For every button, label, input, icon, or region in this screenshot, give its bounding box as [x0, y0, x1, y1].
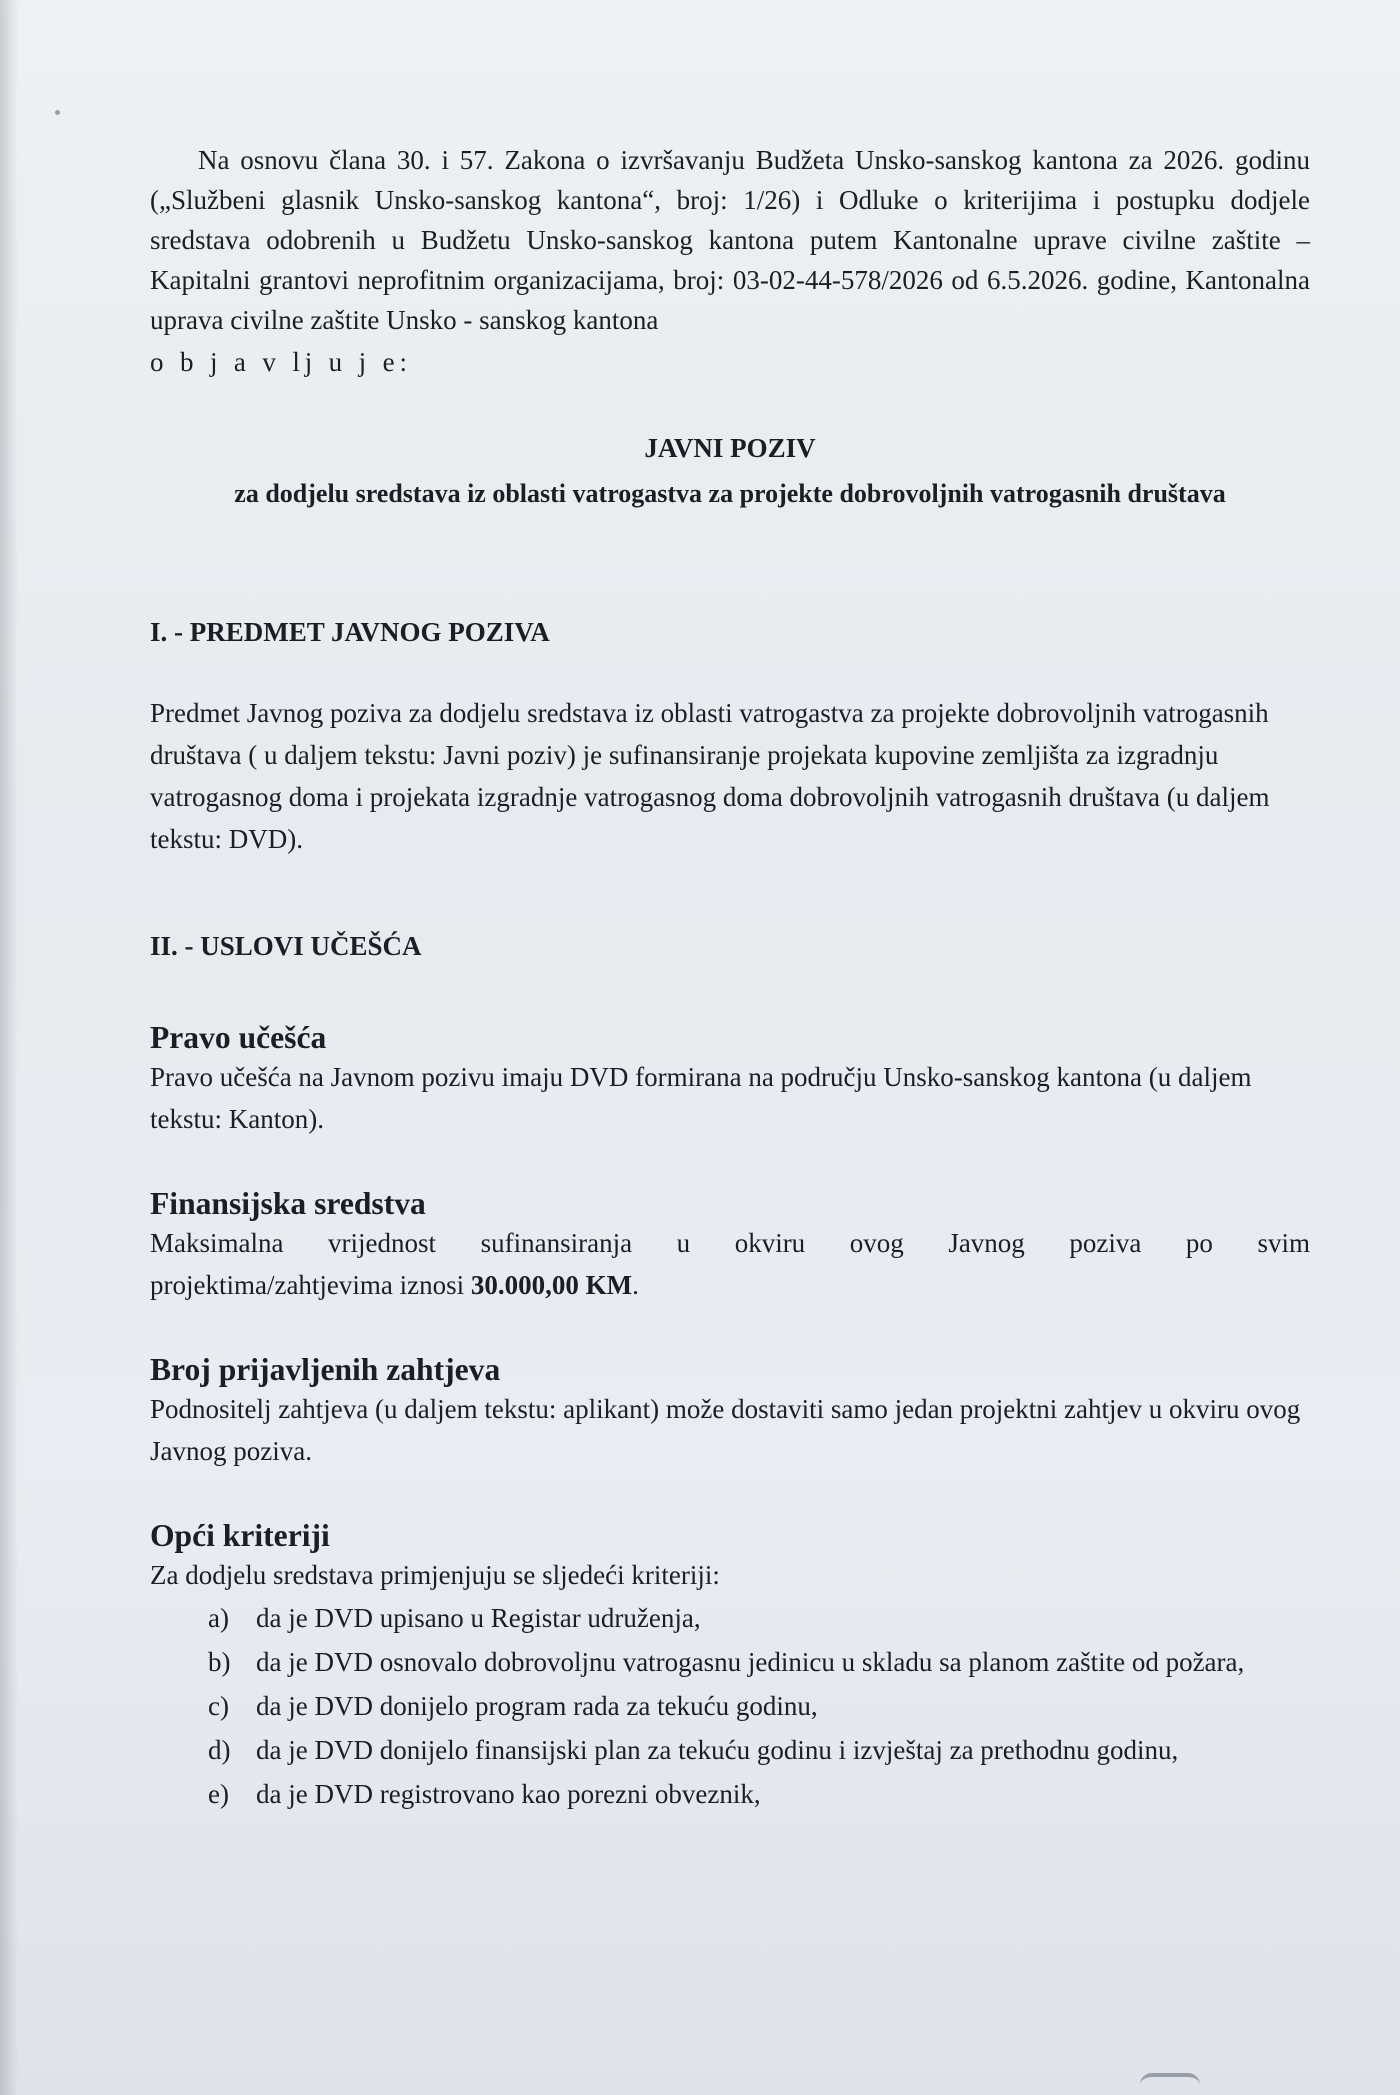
list-item-text: da je DVD registrovano kao porezni obveznik, [256, 1779, 761, 1809]
list-item [208, 1684, 1310, 1728]
list-item-text: da je DVD donijelo finansijski plan za tekuću godinu i izvještaj za prethodnu godinu, [256, 1735, 1179, 1765]
document-body [150, 140, 1310, 1816]
subheading-right-to-participate: Pravo učešća [150, 1020, 327, 1055]
criteria-list [150, 1596, 1310, 1816]
subheading-criteria: Opći kriteriji [150, 1518, 330, 1553]
list-item [208, 1728, 1310, 1772]
funds-line-2-suffix: . [632, 1270, 639, 1300]
funds-amount: 30.000,00 KM [470, 1270, 633, 1300]
section-heading-subject: I. - PREDMET JAVNOG POZIVA [150, 617, 550, 647]
intro-paragraph: Na osnovu člana 30. i 57. Zakona o izvršavanju Budžeta Unsko-sanskog kantona za 2026. godinu („Službeni glasnik Unsko-sanskog kantona“, broj: 1/26) i Odluke o kriterijima i postupku dodjele sredstava odobrenih u Budžetu Unsko-sanskog kantona putem Kantonalne uprave civilne zaštite – Kapitalni grantovi neprofitnim organizacijama, broj: 03-02-44-578/2026 od 6.5.2026. godine, Kantonalna uprava civilne zaštite Unsko - sanskog kantona [150, 145, 1310, 335]
criteria-intro: Za dodjelu sredstava primjenjuju se sljedeći kriteriji: [150, 1560, 720, 1590]
list-item-letter: b) [208, 1647, 231, 1677]
list-item-letter: a) [208, 1603, 229, 1633]
page-edge-shadow [0, 0, 18, 2095]
announce-line: o b j a v lj u j e: [150, 347, 412, 377]
paper-speck [55, 110, 60, 115]
list-item-text: da je DVD upisano u Registar udruženja, [256, 1603, 701, 1633]
subheading-applications: Broj prijavljenih zahtjeva [150, 1352, 501, 1387]
applications-text: Podnositelj zahtjeva (u daljem tekstu: aplikant) može dostaviti samo jedan projektni zahtjev u okviru ovog Javnog poziva. [150, 1394, 1301, 1466]
page-corner-mark [1140, 2073, 1200, 2087]
subheading-funds: Finansijska sredstva [150, 1186, 426, 1221]
title-block [150, 430, 1310, 512]
list-item-letter: e) [208, 1779, 229, 1809]
list-item-text: da je DVD osnovalo dobrovoljnu vatrogasnu jedinicu u skladu sa planom zaštite od požara, [256, 1647, 1245, 1677]
funds-line-1: Maksimalna vrijednost sufinansiranja u okviru ovog Javnog poziva po svim [150, 1228, 1310, 1258]
list-item-letter: d) [208, 1735, 231, 1765]
section-heading-conditions: II. - USLOVI UČEŠĆA [150, 931, 422, 961]
list-item [208, 1640, 1310, 1684]
list-item [208, 1772, 1310, 1816]
document-subtitle: za dodjelu sredstava iz oblasti vatrogastva za projekte dobrovoljnih vatrogasnih društava [234, 479, 1226, 508]
document-title: JAVNI POZIV [644, 433, 816, 463]
list-item-letter: c) [208, 1691, 229, 1721]
right-to-participate-text: Pravo učešća na Javnom pozivu imaju DVD formirana na području Unsko-sanskog kantona (u daljem tekstu: Kanton). [150, 1062, 1252, 1134]
list-item [208, 1596, 1310, 1640]
funds-text [150, 1222, 1310, 1306]
subject-paragraph: Predmet Javnog poziva za dodjelu sredstava iz oblasti vatrogastva za projekte dobrovoljnih vatrogasnih društava ( u daljem tekstu: Javni poziv) je sufinansiranje projekata kupovine zemljišta za izgradnju vatrogasnog doma i projekata izgradnje vatrogasnog doma dobrovoljnih vatrogasnih društava (u daljem tekstu: DVD). [150, 698, 1270, 854]
list-item-text: da je DVD donijelo program rada za tekuću godinu, [256, 1691, 818, 1721]
funds-line-2-prefix: projektima/zahtjevima iznosi [150, 1270, 471, 1300]
